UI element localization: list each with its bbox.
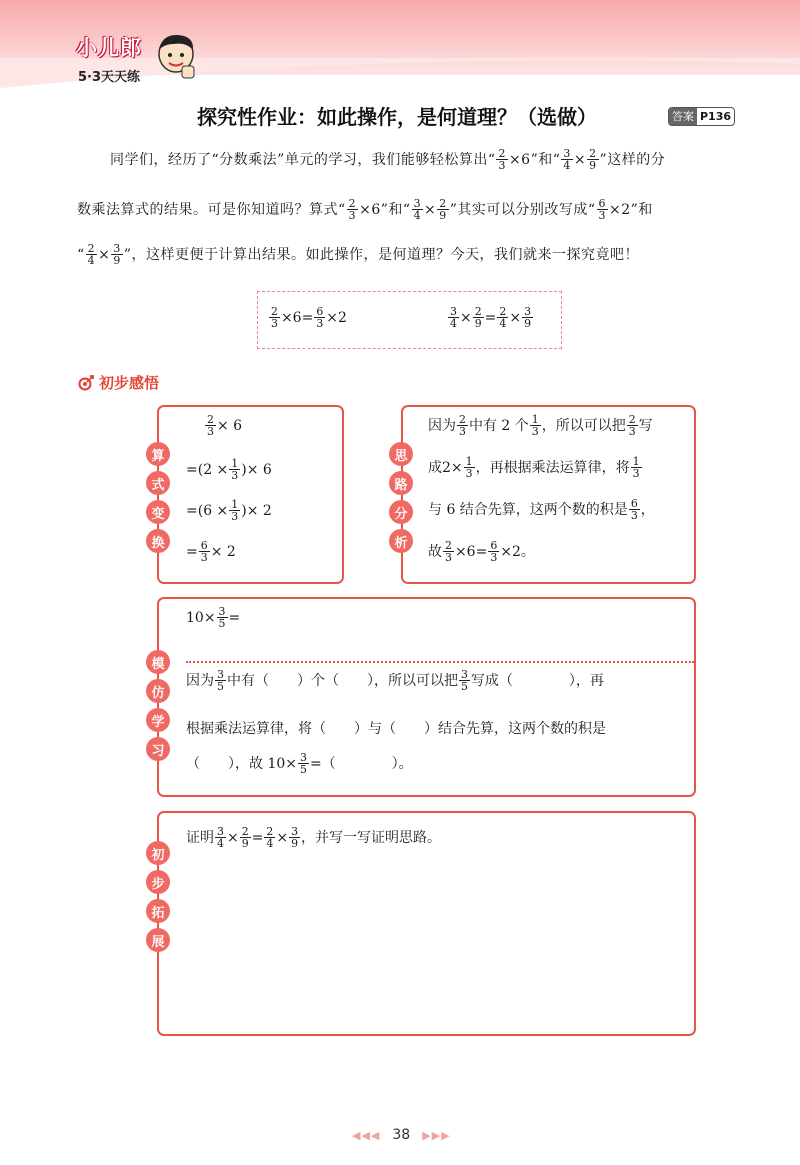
target-icon: [78, 375, 94, 391]
fraction: $\frac{3}{5}$: [460, 668, 468, 694]
mascot-icon: [152, 30, 200, 82]
extend-tag: 初 步 拓 展: [145, 841, 171, 952]
fraction: $\frac{2}{9}$: [589, 147, 597, 173]
section-title: 初步感悟: [99, 374, 160, 392]
fraction: $\frac{3}{4}$: [563, 147, 571, 173]
fraction: $\frac{3}{9}$: [524, 305, 532, 331]
answer-reference: [668, 107, 735, 126]
fraction: $\frac{1}{3}$: [531, 413, 539, 439]
right-arrows-icon: ▶▶▶: [422, 1128, 451, 1142]
fraction: $\frac{2}{3}$: [445, 539, 452, 565]
analysis-line-3: 与 6 结合先算，这两个数的积是 $\frac{6}{3}$ ，: [428, 497, 655, 523]
series-label: 5·3天天练: [78, 70, 141, 85]
fraction: $\frac{1}{3}$: [231, 498, 239, 524]
analysis-tag: 思 路 分 析: [388, 442, 414, 553]
fraction: $\frac{3}{9}$: [113, 242, 121, 268]
analysis-line-2: 成2× $\frac{1}{3}$ ，再根据乘法运算律，将 $\frac{1}{3}$: [428, 455, 640, 481]
fraction: $\frac{6}{3}$: [490, 539, 498, 565]
intro-line-2: 数乘法算式的结果。可是你知道吗？算式“ $\frac{2}{3}$ ×6”和“ $\frac{3}{4}$ × $\frac{2}{9}$ ”其实可以分别改写成“ $\frac{6}{3}$ ×2”和: [77, 197, 653, 223]
brand-logo: 小儿郎: [76, 36, 142, 60]
example-equation-1: $\frac{2}{3}$ ×6= $\frac{6}{3}$ ×2: [271, 305, 347, 331]
fraction: $\frac{2}{9}$: [439, 197, 447, 223]
fraction: $\frac{2}{3}$: [459, 413, 466, 439]
fraction: $\frac{2}{3}$: [348, 197, 357, 223]
fraction: $\frac{3}{5}$: [300, 751, 307, 777]
fraction: $\frac{2}{9}$: [474, 305, 482, 331]
analysis-line-1: 因为 $\frac{2}{3}$ 中有 2 个 $\frac{1}{3}$ ，所以可以把 $\frac{2}{3}$ 写: [428, 413, 653, 439]
imitate-line-1[interactable]: 因为 $\frac{3}{5}$ 中有（ ）个（ ），所以可以把 $\frac{3}{5}$ 写成（ ），再: [186, 668, 604, 694]
fraction: $\frac{2}{4}$: [266, 825, 274, 851]
fraction: $\frac{6}{3}$: [630, 497, 638, 523]
fraction: $\frac{2}{3}$: [628, 413, 636, 439]
fraction: $\frac{1}{3}$: [231, 457, 239, 483]
section-heading: [78, 372, 159, 393]
fraction: $\frac{3}{5}$: [218, 605, 226, 631]
analysis-line-4: 故 $\frac{2}{3}$ ×6= $\frac{6}{3}$ ×2。: [428, 539, 535, 565]
example-equation-2: $\frac{3}{4}$ × $\frac{2}{9}$ = $\frac{2}{4}$ × $\frac{3}{9}$: [450, 305, 532, 331]
left-arrows-icon: ◀◀◀: [352, 1128, 381, 1142]
fraction: $\frac{6}{3}$: [316, 305, 324, 331]
page-title: 探究性作业：如此操作，是何道理？（选做）: [197, 105, 597, 129]
fraction: $\frac{1}{3}$: [465, 455, 473, 481]
intro-line-3: “ $\frac{2}{4}$ × $\frac{3}{9}$ ”，这样更便于计算出结果。如此操作，是何道理？今天，我们就来一探究竟吧！: [77, 242, 639, 268]
fraction: $\frac{2}{3}$: [271, 305, 278, 331]
imitate-line-3[interactable]: （ ），故 10× $\frac{3}{5}$ =（ ）。: [186, 751, 413, 777]
transform-line-3: =(6 × $\frac{1}{3}$ )× 2: [186, 498, 272, 524]
transform-line-2: =(2 × $\frac{1}{3}$ )× 6: [186, 457, 272, 483]
fraction: $\frac{6}{3}$: [598, 197, 606, 223]
page-footer: [352, 1127, 451, 1143]
extend-prompt: 证明 $\frac{3}{4}$ × $\frac{2}{9}$ = $\frac{2}{4}$ × $\frac{3}{9}$ ，并写一写证明思路。: [186, 825, 442, 851]
answer-label: 答案: [669, 108, 697, 125]
transform-line-1: $\frac{2}{3}$ × 6: [207, 413, 243, 439]
imitate-tag: 模 仿 学 习: [145, 650, 171, 761]
fraction: $\frac{6}{3}$: [200, 539, 208, 565]
fraction: $\frac{3}{9}$: [291, 825, 299, 851]
imitate-question: 10× $\frac{3}{5}$ =: [186, 605, 241, 631]
page-number: 38: [392, 1127, 411, 1143]
fraction: $\frac{2}{3}$: [207, 413, 214, 439]
fraction: $\frac{3}{4}$: [217, 825, 224, 851]
fraction: $\frac{3}{5}$: [217, 668, 224, 694]
answer-page: P136: [700, 110, 732, 123]
imitate-line-2[interactable]: 根据乘法运算律，将（ ）与（ ）结合先算，这两个数的积是: [186, 721, 606, 737]
transform-tag: 算 式 变 换: [145, 442, 171, 553]
fraction: $\frac{2}{9}$: [241, 825, 249, 851]
fraction: $\frac{3}{4}$: [413, 197, 422, 223]
answer-area[interactable]: [186, 870, 676, 1020]
fraction: $\frac{2}{3}$: [498, 147, 506, 173]
fraction: $\frac{1}{3}$: [632, 455, 640, 481]
fraction: $\frac{2}{4}$: [87, 242, 96, 268]
transform-line-4: = $\frac{6}{3}$ × 2: [186, 539, 236, 565]
intro-line-1: 同学们，经历了“分数乘法”单元的学习，我们能够轻松算出“ $\frac{2}{3}$ ×6”和“ $\frac{3}{4}$ × $\frac{2}{9}$ ”这样的分: [110, 147, 666, 173]
fraction: $\frac{2}{4}$: [499, 305, 507, 331]
fraction: $\frac{3}{4}$: [450, 305, 457, 331]
dotted-divider: [186, 661, 694, 663]
